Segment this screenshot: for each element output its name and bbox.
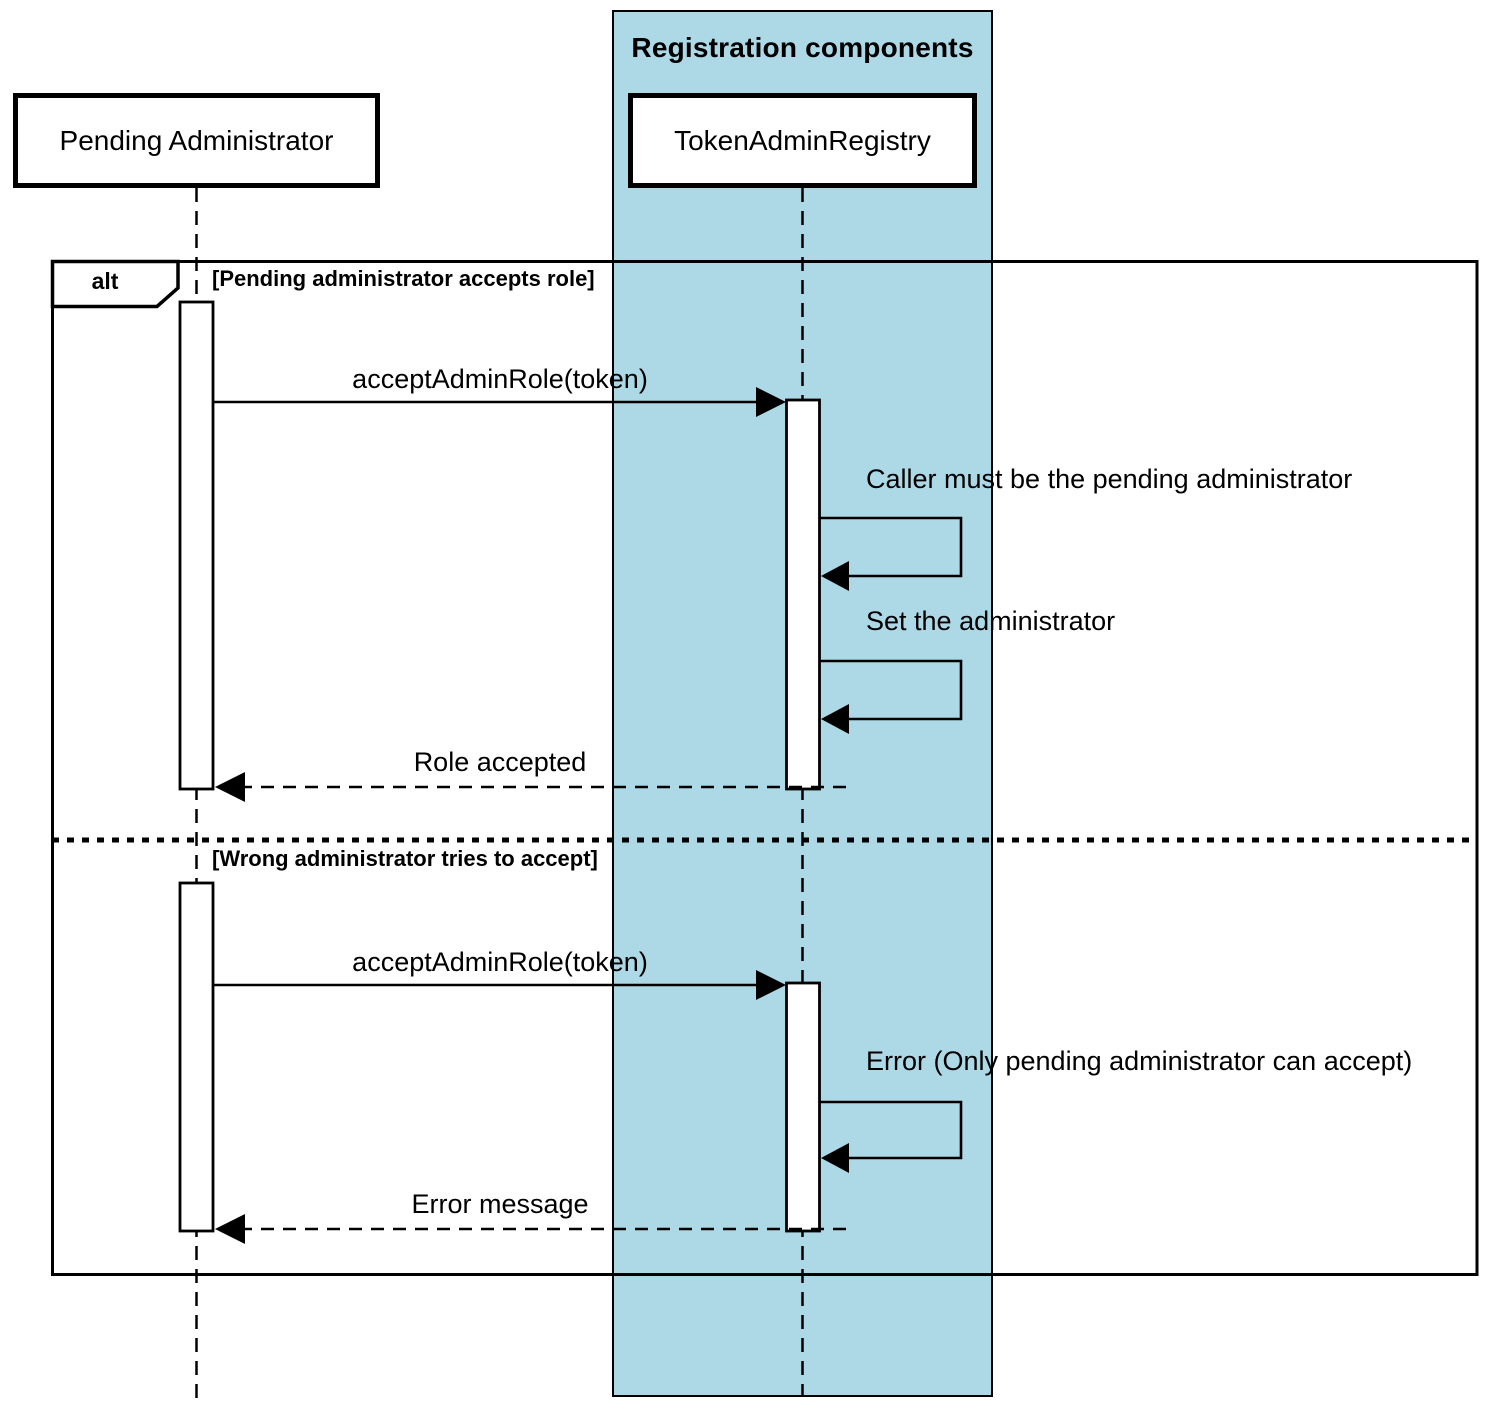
- message-label-accept-admin-role-2: acceptAdminRole(token): [352, 947, 648, 977]
- arrowhead-accept-admin-role-1: [756, 387, 786, 417]
- message-label-caller-check: Caller must be the pending administrator: [866, 464, 1353, 494]
- arrowhead-role-accepted: [215, 772, 245, 802]
- message-label-role-accepted: Role accepted: [413, 747, 587, 777]
- arrowhead-caller-check: [821, 561, 849, 591]
- activation-pending-admin-section1: [180, 302, 213, 789]
- arrowhead-error: [821, 1143, 849, 1173]
- message-label-set-admin: Set the administrator: [866, 606, 1116, 636]
- guard-pending-accepts-role: [Pending administrator accepts role]: [206, 265, 601, 293]
- arrowhead-set-admin: [821, 704, 849, 734]
- band-title: Registration components: [631, 32, 974, 63]
- participant-token-admin-registry-label: TokenAdminRegistry: [674, 124, 931, 156]
- participant-token-admin-registry: [628, 93, 977, 188]
- activation-registry-section2: [787, 983, 820, 1231]
- activation-registry-section1: [787, 400, 820, 789]
- alt-operator-label: alt: [91, 268, 119, 294]
- message-label-error-message: Error message: [411, 1189, 589, 1219]
- alt-frame-border: [53, 262, 1478, 1275]
- guard-wrong-administrator: [Wrong administrator tries to accept]: [206, 845, 604, 873]
- message-label-accept-admin-role-1: acceptAdminRole(token): [352, 364, 648, 394]
- arrowhead-accept-admin-role-2: [756, 970, 786, 1000]
- message-label-error-only-pending: Error (Only pending administrator can accept): [866, 1046, 1413, 1076]
- arrowhead-error-message: [215, 1214, 245, 1244]
- participant-pending-administrator-label: Pending Administrator: [59, 124, 334, 156]
- participant-pending-administrator: [13, 93, 380, 188]
- activation-pending-admin-section2: [180, 883, 213, 1231]
